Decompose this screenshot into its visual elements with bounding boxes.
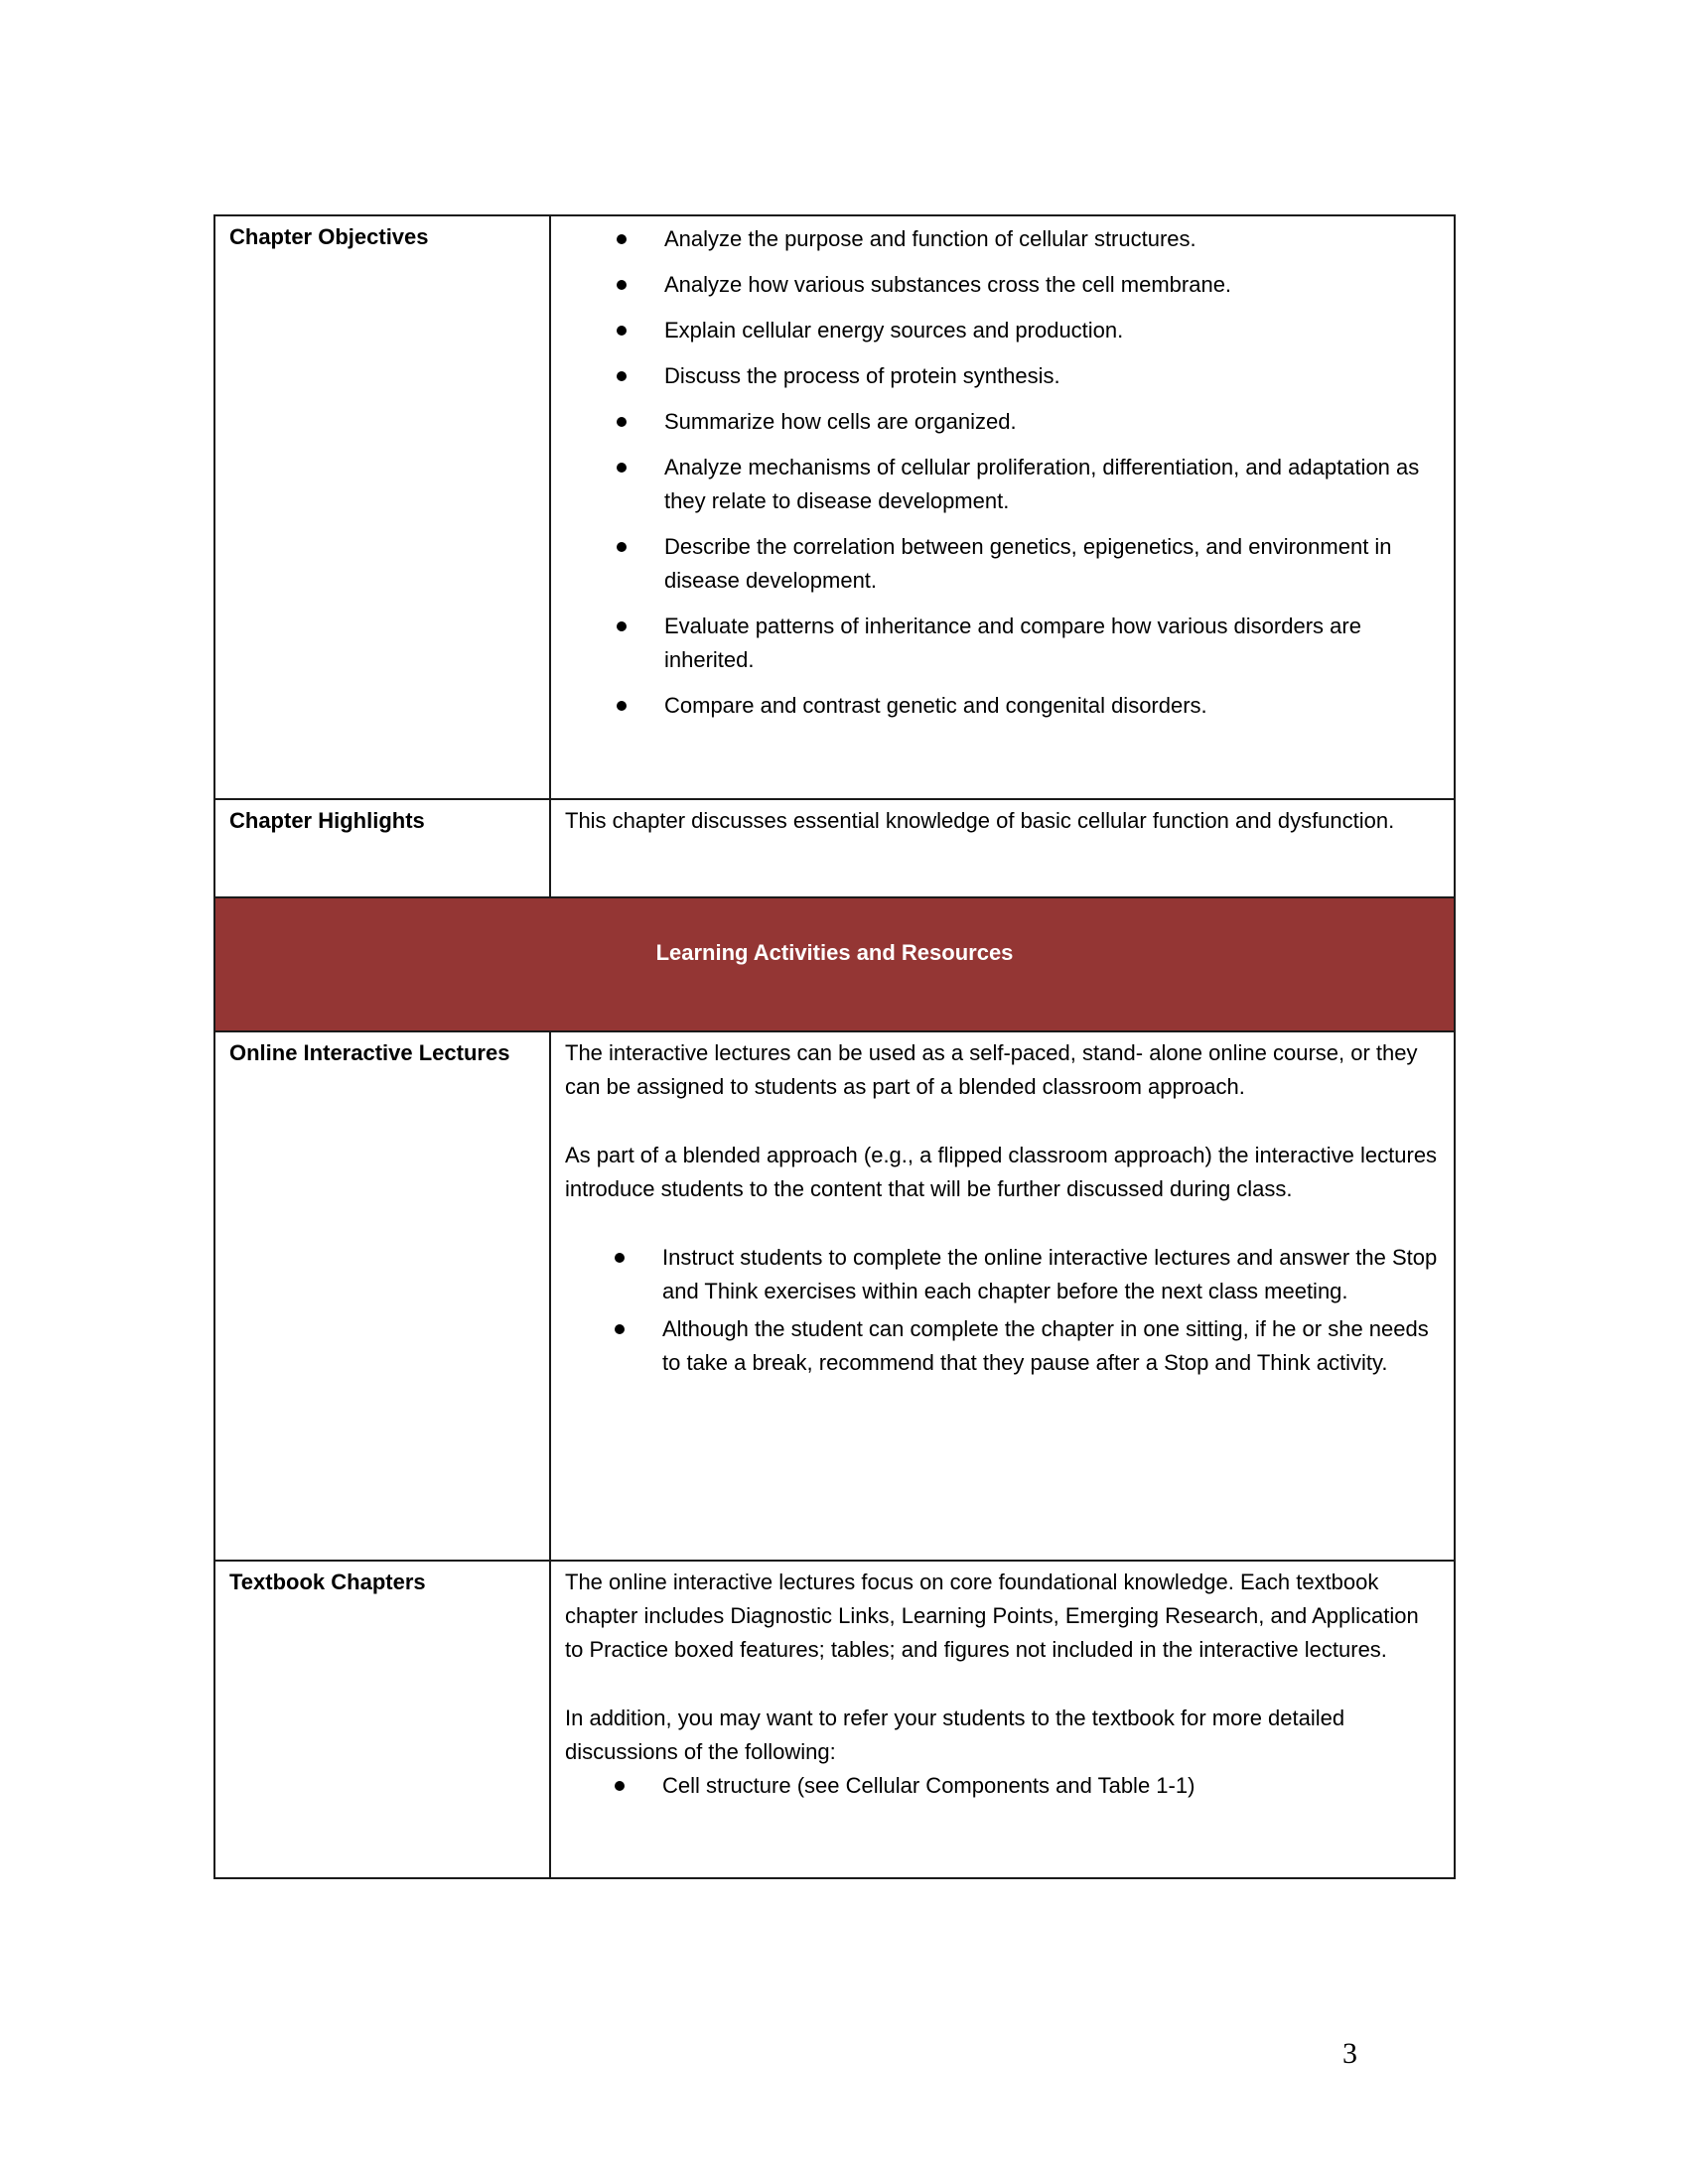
objective-item: Discuss the process of protein synthesis. <box>565 359 1440 393</box>
online-lectures-label: Online Interactive Lectures <box>214 1031 550 1561</box>
bullet-icon <box>617 234 627 244</box>
objective-item: Analyze the purpose and function of cellular structures. <box>565 222 1440 256</box>
online-lectures-bullet-item: Although the student can complete the chapter in one sitting, if he or she needs to take a break, recommend that they pause after a Stop and Think activity. <box>565 1312 1440 1380</box>
textbook-chapters-row <box>214 1561 1455 1878</box>
bullet-icon <box>617 621 627 631</box>
page-number: 3 <box>1342 2037 1357 2070</box>
objectives-content <box>550 215 1455 799</box>
highlights-text: This chapter discusses essential knowledge of basic cellular function and dysfunction. <box>565 808 1395 833</box>
bullet-icon <box>617 463 627 473</box>
textbook-chapters-label: Textbook Chapters <box>214 1561 550 1878</box>
online-lectures-paragraph: The interactive lectures can be used as a self-paced, stand- alone online course, or they can be assigned to students as part of a blended classroom approach. <box>565 1040 1418 1099</box>
objectives-row <box>214 215 1455 799</box>
online-lectures-bullets <box>565 1241 1440 1380</box>
section-banner <box>214 897 1455 1031</box>
textbook-chapters-bullet-item: Cell structure (see Cellular Components and Table 1-1) <box>565 1769 1440 1803</box>
highlights-label: Chapter Highlights <box>214 799 550 897</box>
online-lectures-content <box>550 1031 1455 1561</box>
objective-item: Evaluate patterns of inheritance and compare how various disorders are inherited. <box>565 610 1440 677</box>
objectives-list <box>565 222 1440 723</box>
online-lectures-bullet-item: Instruct students to complete the online interactive lectures and answer the Stop and Think exercises within each chapter before the next class meeting. <box>565 1241 1440 1308</box>
bullet-icon <box>617 371 627 381</box>
section-banner-row <box>214 897 1455 1031</box>
bullet-icon <box>617 326 627 336</box>
objective-item: Analyze how various substances cross the cell membrane. <box>565 268 1440 302</box>
bullet-icon <box>615 1324 625 1334</box>
chapter-guide-table <box>213 214 1456 1879</box>
bullet-icon <box>617 542 627 552</box>
objective-item: Analyze mechanisms of cellular proliferation, differentiation, and adaptation as they relate to disease development. <box>565 451 1440 518</box>
textbook-chapters-paragraph: In addition, you may want to refer your students to the textbook for more detailed discussions of the following: <box>565 1706 1345 1764</box>
objective-item: Describe the correlation between genetics, epigenetics, and environment in disease development. <box>565 530 1440 598</box>
bullet-icon <box>617 417 627 427</box>
highlights-content <box>550 799 1455 897</box>
textbook-chapters-bullets <box>565 1769 1440 1803</box>
bullet-icon <box>617 280 627 290</box>
bullet-icon <box>615 1781 625 1791</box>
textbook-chapters-content <box>550 1561 1455 1878</box>
objective-item: Compare and contrast genetic and congenital disorders. <box>565 689 1440 723</box>
online-lectures-paragraph: As part of a blended approach (e.g., a flipped classroom approach) the interactive lectures introduce students to the content that will be further discussed during class. <box>565 1143 1438 1201</box>
section-banner-title: Learning Activities and Resources <box>655 940 1014 965</box>
objective-item: Summarize how cells are organized. <box>565 405 1440 439</box>
objective-item: Explain cellular energy sources and production. <box>565 314 1440 347</box>
highlights-row <box>214 799 1455 897</box>
objectives-label: Chapter Objectives <box>214 215 550 799</box>
bullet-icon <box>617 701 627 711</box>
bullet-icon <box>615 1253 625 1263</box>
online-lectures-row <box>214 1031 1455 1561</box>
textbook-chapters-paragraph: The online interactive lectures focus on core foundational knowledge. Each textbook chapter includes Diagnostic Links, Learning Points, Emerging Research, and Application to Practice boxed features; tables; and figures not included in the interactive lectures. <box>565 1570 1419 1662</box>
